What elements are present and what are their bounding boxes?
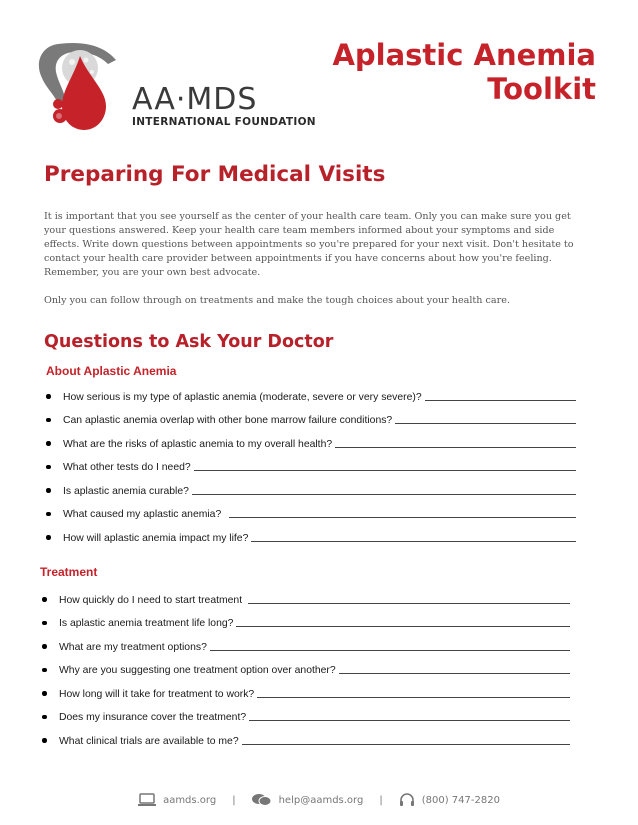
list-item: How quickly do I need to start treatment	[42, 584, 570, 608]
answer-line[interactable]	[242, 744, 570, 745]
about-heading: About Aplastic Anemia	[46, 364, 177, 378]
list-item: What are my treatment options?	[42, 631, 570, 655]
footer-website[interactable]	[138, 793, 216, 807]
answer-line[interactable]	[248, 603, 570, 604]
bullet-icon	[46, 441, 51, 446]
chat-bubbles-icon	[252, 793, 272, 807]
bullet-icon	[42, 738, 47, 743]
computer-icon	[138, 793, 156, 807]
questions-title: Questions to Ask Your Doctor	[44, 332, 334, 352]
list-item: How will aplastic anemia impact my life?	[46, 522, 576, 546]
toolkit-title-line1: Aplastic Anemia	[332, 38, 596, 72]
logo-drop-icon	[36, 38, 136, 132]
list-item: Does my insurance cover the treatment?	[42, 702, 570, 726]
list-item: Is aplastic anemia treatment life long?	[42, 608, 570, 632]
intro-paragraph-2: Only you can follow through on treatments and make the tough choices about your health care.	[44, 295, 510, 306]
bullet-icon	[46, 488, 51, 493]
bullet-icon	[46, 512, 51, 517]
list-item: What are the risks of aplastic anemia to my overall health?	[46, 428, 576, 452]
aamds-logo	[36, 38, 316, 132]
page-title: Preparing For Medical Visits	[44, 162, 386, 187]
footer-separator: |	[379, 794, 383, 806]
bullet-icon	[42, 621, 47, 626]
answer-line[interactable]	[192, 494, 576, 495]
footer-separator: |	[232, 794, 236, 806]
headset-icon	[399, 792, 415, 808]
bullet-icon	[42, 597, 47, 602]
intro-text	[44, 210, 584, 322]
bullet-icon	[46, 535, 51, 540]
website-link[interactable]: aamds.org	[163, 794, 217, 806]
toolkit-title	[332, 38, 596, 106]
list-item: What other tests do I need?	[46, 452, 576, 476]
list-item: Is aplastic anemia curable?	[46, 475, 576, 499]
toolkit-title-line2: Toolkit	[487, 72, 596, 106]
bullet-icon	[46, 465, 51, 470]
bullet-icon	[46, 418, 51, 423]
answer-line[interactable]	[339, 673, 570, 674]
email-link[interactable]: help@aamds.org	[278, 794, 364, 806]
about-question-list	[46, 381, 576, 546]
phone-number[interactable]: (800) 747-2820	[421, 794, 500, 806]
answer-line[interactable]	[395, 423, 576, 424]
answer-line[interactable]	[335, 447, 576, 448]
list-item: Can aplastic anemia overlap with other bone marrow failure conditions?	[46, 405, 576, 429]
answer-line[interactable]	[249, 720, 570, 721]
bullet-icon	[42, 644, 47, 649]
answer-line[interactable]	[229, 517, 576, 518]
treatment-question-list	[42, 584, 570, 749]
answer-line[interactable]	[210, 650, 570, 651]
logo-subtitle: INTERNATIONAL FOUNDATION	[132, 116, 316, 128]
logo-wordmark: AA·MDS	[132, 82, 258, 117]
answer-line[interactable]	[251, 541, 576, 542]
answer-line[interactable]	[257, 697, 570, 698]
list-item: How serious is my type of aplastic anemia (moderate, severe or very severe)?	[46, 381, 576, 405]
answer-line[interactable]	[236, 626, 570, 627]
bullet-icon	[42, 715, 47, 720]
list-item: How long will it take for treatment to work?	[42, 678, 570, 702]
answer-line[interactable]	[425, 400, 576, 401]
list-item: What clinical trials are available to me?	[42, 725, 570, 749]
intro-paragraph-1: It is important that you see yourself as the center of your health care team. Only you can make sure you get your questions answered. Keep your health care team members informed about your symptoms and side effects. Write down questions between appointments so you're prepared for your next visit. Don't hesitate to contact your health care provider between appointments if you have concerns about how you're feeling. Remember, you are your own best advocate.	[44, 211, 574, 278]
treatment-heading: Treatment	[40, 565, 98, 579]
bullet-icon	[46, 394, 51, 399]
bullet-icon	[42, 668, 47, 673]
bullet-icon	[42, 691, 47, 696]
footer-phone[interactable]	[399, 792, 500, 808]
list-item: What caused my aplastic anemia?	[46, 499, 576, 523]
footer-email[interactable]	[252, 793, 364, 807]
answer-line[interactable]	[194, 470, 576, 471]
list-item: Why are you suggesting one treatment option over another?	[42, 655, 570, 679]
footer	[0, 792, 638, 808]
